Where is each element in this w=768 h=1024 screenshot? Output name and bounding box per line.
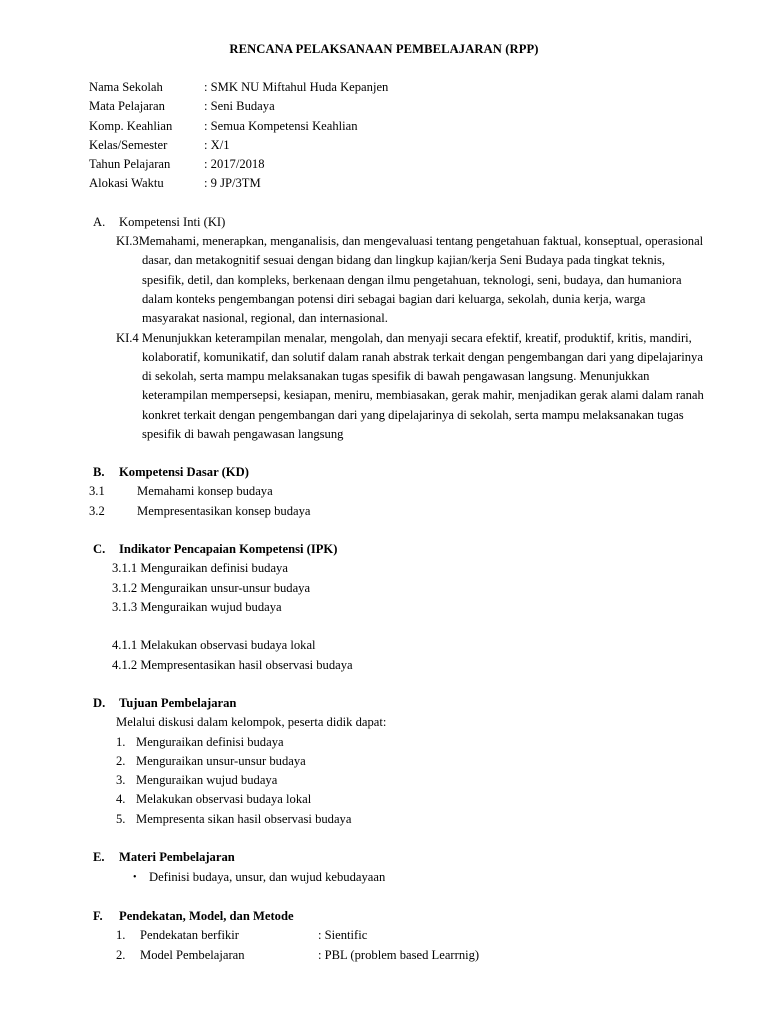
info-label: Kelas/Semester <box>89 137 168 152</box>
section-letter: D. <box>93 696 106 710</box>
method-value: : Sientific <box>318 928 368 943</box>
section-letter: B. <box>93 465 105 479</box>
info-value: : SMK NU Miftahul Huda Kepanjen <box>204 80 389 94</box>
school-info-table <box>89 78 388 194</box>
section-title: Kompetensi Dasar (KD) <box>119 465 249 479</box>
kd-item <box>89 482 310 501</box>
section-title: Kompetensi Inti (KI) <box>119 215 226 229</box>
kd-item <box>89 502 310 521</box>
objective-item <box>89 810 386 829</box>
section-e <box>89 848 385 888</box>
spacer <box>89 617 353 636</box>
objective-number: 2. <box>116 753 126 768</box>
section-title: Pendekatan, Model, dan Metode <box>119 909 294 923</box>
kd-number: 3.1 <box>89 484 105 499</box>
info-label: Tahun Pelajaran <box>89 157 171 172</box>
method-number: 2. <box>116 947 126 962</box>
section-c <box>89 540 353 675</box>
objective-text: Mempresenta sikan hasil observasi budaya <box>136 811 352 826</box>
ipk-item: 3.1.3 Menguraikan wujud budaya <box>112 599 282 614</box>
objectives-intro: Melalui diskusi dalam kelompok, peserta didik dapat: <box>116 715 387 730</box>
section-title: Indikator Pencapaian Kompetensi (IPK) <box>119 542 338 556</box>
section-heading <box>89 213 225 232</box>
info-label: Alokasi Waktu <box>89 176 164 191</box>
section-a <box>89 213 225 232</box>
section-letter: E. <box>93 850 105 864</box>
info-label: Mata Pelajaran <box>89 99 165 114</box>
kd-text: Mempresentasikan konsep budaya <box>137 503 311 518</box>
section-title: Tujuan Pembelajaran <box>119 696 237 710</box>
method-label: Model Pembelajaran <box>140 947 245 962</box>
section-heading <box>89 540 353 559</box>
bullet-icon: • <box>133 872 137 884</box>
method-item <box>89 926 479 945</box>
info-row-subject <box>89 97 388 116</box>
ki-4-paragraph: KI.4 Menunjukkan keterampilan menalar, mengolah, dan menyaji secara efektif, kreatif, produktif, kritis, mandiri, kolaboratif, komunikatif, dan solutif dalam ranah abstrak terkait dengan pengembangan dari yang dipelajarinya di sekolah, serta mampu melaksanakan tugas spesifik di bawah pengawasan langsung. Menunjukkan keterampilan mempersepsi, kesiapan, meniru, membiasakan, gerak mahir, menjadikan gerak alami dalam ranah konkret terkait dengan pengembangan dari yang dipelajarinya di sekolah, serta mampu melaksanakan tugas spesifik di bawah pengawasan langsung <box>116 330 704 441</box>
objective-text: Menguraikan wujud budaya <box>136 773 278 788</box>
info-label: Komp. Keahlian <box>89 118 173 133</box>
method-label: Pendekatan berfikir <box>140 928 239 943</box>
section-b <box>89 463 310 521</box>
ki-3-paragraph: KI.3Memahami, menerapkan, menganalisis, dan mengevaluasi tentang pengetahuan faktual, konseptual, operasional dasar, dan metakognitif sesuai dengan bidang dan lingkup kajian/kerja Seni Budaya pada tingkat teknis, spesifik, detil, dan kompleks, berkenaan dengan ilmu pengetahuan, teknologi, seni, budaya, dan humaniora dalam konteks pengembangan potensi diri sebagai bagian dari keluarga, sekolah, dunia kerja, warga masyarakat nasional, regional, dan internasional. <box>116 234 704 326</box>
objective-item <box>89 771 386 790</box>
objective-number: 4. <box>116 792 126 807</box>
section-heading <box>89 694 386 713</box>
info-value: : Semua Kompetensi Keahlian <box>204 118 358 133</box>
objective-text: Melakukan observasi budaya lokal <box>136 792 312 807</box>
info-value: : 2017/2018 <box>204 157 265 172</box>
section-heading <box>89 848 385 867</box>
material-text: Definisi budaya, unsur, dan wujud kebudayaan <box>149 870 386 885</box>
method-value: : PBL (problem based Learrnig) <box>318 947 480 962</box>
section-d <box>89 694 386 829</box>
method-item <box>89 946 479 965</box>
objective-number: 1. <box>116 734 126 749</box>
info-row-competency <box>89 117 388 136</box>
objective-text: Menguraikan definisi budaya <box>136 734 284 749</box>
info-row-class <box>89 136 388 155</box>
section-title: Materi Pembelajaran <box>119 850 235 864</box>
ipk-item: 3.1.1 Menguraikan definisi budaya <box>112 561 288 576</box>
info-value: : Seni Budaya <box>204 99 275 114</box>
section-letter: F. <box>93 909 103 923</box>
section-letter: A. <box>93 215 106 229</box>
kd-number: 3.2 <box>89 503 105 518</box>
objective-item <box>89 790 386 809</box>
method-number: 1. <box>116 928 126 943</box>
section-f <box>89 907 479 965</box>
objective-number: 5. <box>116 811 126 826</box>
ipk-item: 4.1.1 Melakukan observasi budaya lokal <box>112 638 316 653</box>
ipk-item: 4.1.2 Mempresentasikan hasil observasi budaya <box>112 657 353 672</box>
objective-item <box>89 752 386 771</box>
info-row-time <box>89 174 388 193</box>
section-letter: C. <box>93 542 106 556</box>
section-heading <box>89 463 310 482</box>
objective-number: 3. <box>116 773 126 788</box>
info-row-school <box>89 78 388 97</box>
objective-text: Menguraikan unsur-unsur budaya <box>136 753 306 768</box>
objective-item <box>89 733 386 752</box>
section-heading <box>89 907 479 926</box>
material-item <box>89 868 385 887</box>
info-value: : 9 JP/3TM <box>204 176 261 191</box>
kd-text: Memahami konsep budaya <box>137 484 273 499</box>
info-label: Nama Sekolah <box>89 80 163 94</box>
info-value: : X/1 <box>204 137 230 152</box>
document-title: RENCANA PELAKSANAAN PEMBELAJARAN (RPP) <box>229 42 539 56</box>
info-row-year <box>89 155 388 174</box>
ipk-item: 3.1.2 Menguraikan unsur-unsur budaya <box>112 580 311 595</box>
